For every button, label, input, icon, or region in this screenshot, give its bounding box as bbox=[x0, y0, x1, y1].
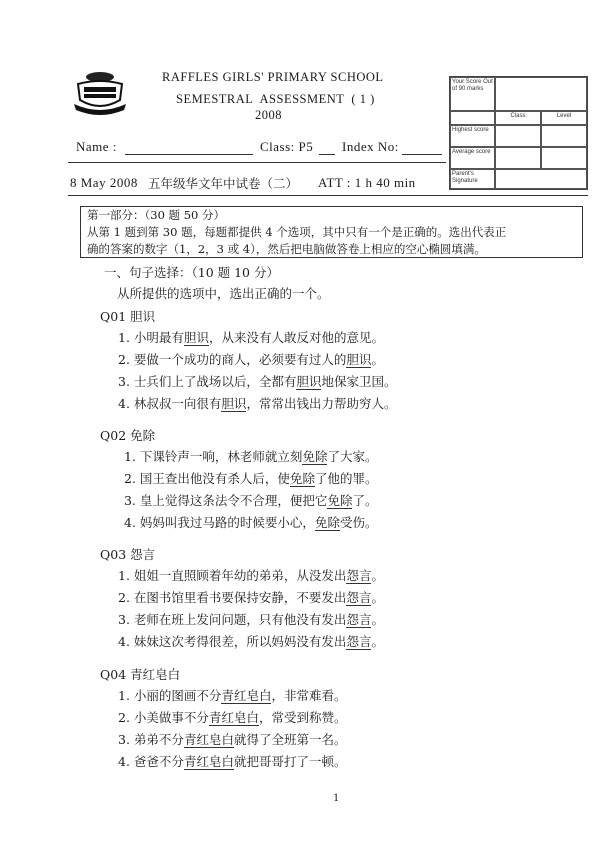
option-text: 了他的罪。 bbox=[314, 471, 378, 486]
option-text: ，非常难看。 bbox=[271, 688, 347, 703]
average-score-cell: Average score bbox=[450, 147, 495, 169]
keyword: 怨言 bbox=[346, 590, 372, 605]
option-q03-1[interactable] bbox=[118, 566, 384, 584]
class-field[interactable] bbox=[319, 140, 335, 155]
question-label-q02: Q02 免除 bbox=[100, 428, 156, 443]
option-text: 地保家卫国。 bbox=[321, 374, 397, 389]
option-number: 1. bbox=[124, 449, 136, 464]
option-q02-2[interactable] bbox=[124, 469, 377, 487]
option-number: 3. bbox=[118, 732, 130, 747]
option-text: ，常受到称赞。 bbox=[258, 710, 347, 725]
parent-signature-value bbox=[495, 169, 587, 189]
keyword: 怨言 bbox=[346, 568, 372, 583]
option-number: 1. bbox=[118, 330, 130, 345]
exam-title: 五年级华文年中试卷（二） bbox=[148, 176, 299, 191]
option-text: ，常常出钱出力帮助穷人。 bbox=[246, 396, 397, 411]
option-text: 。 bbox=[371, 568, 384, 583]
exam-date: 8 May 2008 bbox=[70, 175, 138, 190]
option-text: 受伤。 bbox=[339, 515, 378, 530]
assessment-year: 2008 bbox=[255, 108, 282, 122]
class-header: Class bbox=[495, 111, 541, 125]
option-text: 。 bbox=[371, 634, 384, 649]
option-q01-4[interactable] bbox=[118, 394, 396, 412]
option-q01-2[interactable] bbox=[118, 350, 384, 368]
option-text: 要做一个成功的商人，必须要有过人的 bbox=[133, 352, 347, 367]
assessment-title: SEMESTRAL ASSESSMENT ( 1 ) bbox=[176, 92, 375, 106]
question-label-q01: Q01 胆识 bbox=[100, 309, 156, 324]
option-text: 姐姐一直照顾着年幼的弟弟，从没发出 bbox=[133, 568, 347, 583]
option-number: 4. bbox=[124, 515, 136, 530]
option-q04-3[interactable] bbox=[118, 730, 346, 748]
keyword: 怨言 bbox=[346, 634, 372, 649]
index-field[interactable] bbox=[402, 140, 442, 155]
option-text: 国王查出他没有杀人后，使 bbox=[139, 471, 290, 486]
level-header: Level bbox=[541, 111, 587, 125]
option-text: 了大家。 bbox=[327, 449, 378, 464]
option-q01-1[interactable] bbox=[118, 328, 384, 346]
keyword: 胆识 bbox=[183, 330, 209, 345]
option-number: 4. bbox=[118, 634, 130, 649]
blank-header bbox=[450, 111, 495, 125]
keyword: 胆识 bbox=[221, 396, 247, 411]
page-number: 1 bbox=[333, 790, 339, 804]
option-number: 2. bbox=[124, 471, 136, 486]
option-number: 3. bbox=[118, 612, 130, 627]
option-number: 1. bbox=[118, 568, 130, 583]
option-text: 小美做事不分 bbox=[133, 710, 209, 725]
option-text: 林叔叔一向很有 bbox=[133, 396, 222, 411]
option-q04-1[interactable] bbox=[118, 686, 346, 704]
header-divider-top bbox=[68, 162, 446, 163]
average-level-value bbox=[541, 147, 587, 169]
instruction-line-3: 确的答案的数字（1，2，3 或 4），然后把电脑做答卷上相应的空心椭圆填满。 bbox=[87, 242, 486, 256]
keyword: 青红皂白 bbox=[208, 710, 259, 725]
option-text: 妈妈叫我过马路的时候要小心， bbox=[139, 515, 315, 530]
option-q03-2[interactable] bbox=[118, 588, 384, 606]
option-q03-3[interactable] bbox=[118, 610, 384, 628]
option-q04-4[interactable] bbox=[118, 752, 346, 770]
question-label-q03: Q03 怨言 bbox=[100, 547, 156, 562]
option-text: 弟弟不分 bbox=[133, 732, 184, 747]
option-text: 在图书馆里看书要保持安静，不要发出 bbox=[133, 590, 347, 605]
option-number: 3. bbox=[118, 374, 130, 389]
keyword: 怨言 bbox=[346, 612, 372, 627]
option-q02-3[interactable] bbox=[124, 491, 377, 509]
option-text: 了。 bbox=[352, 493, 378, 508]
option-text: 。 bbox=[371, 352, 384, 367]
score-table bbox=[449, 76, 588, 190]
option-number: 2. bbox=[118, 710, 130, 725]
section-prompt: 从所提供的选项中，选出正确的一个。 bbox=[117, 286, 330, 301]
option-q01-3[interactable] bbox=[118, 372, 396, 390]
instruction-line-1: 第一部分：（30 题 50 分） bbox=[87, 208, 225, 222]
instruction-line-2: 从第 1 题到第 30 题，每题都提供 4 个选项，其中只有一个是正确的。选出代表正 bbox=[87, 225, 507, 239]
option-text: 就把哥哥打了一顿。 bbox=[233, 754, 347, 769]
option-text: 皇上觉得这条法令不合理，便把它 bbox=[139, 493, 328, 508]
option-text: 老师在班上发问问题，只有他没有发出 bbox=[133, 612, 347, 627]
average-class-value bbox=[495, 147, 541, 169]
header-divider-bottom bbox=[68, 195, 588, 196]
highest-class-value bbox=[495, 125, 541, 147]
keyword: 免除 bbox=[302, 449, 328, 464]
option-number: 1. bbox=[118, 688, 130, 703]
exam-duration: ATT : 1 h 40 min bbox=[318, 175, 416, 190]
option-number: 4. bbox=[118, 754, 130, 769]
option-text: 妹妹这次考得很差，所以妈妈没有发出 bbox=[133, 634, 347, 649]
name-field[interactable] bbox=[125, 140, 253, 155]
option-number: 2. bbox=[118, 352, 130, 367]
option-text: ，从来没有人敢反对他的意见。 bbox=[208, 330, 384, 345]
option-text: 爸爸不分 bbox=[133, 754, 184, 769]
option-text: 。 bbox=[371, 590, 384, 605]
keyword: 免除 bbox=[314, 515, 340, 530]
option-number: 4. bbox=[118, 396, 130, 411]
name-label: Name : bbox=[76, 139, 117, 154]
option-text: 小丽的图画不分 bbox=[133, 688, 222, 703]
keyword: 免除 bbox=[327, 493, 353, 508]
section-title: 一、句子选择：（10 题 10 分） bbox=[104, 265, 279, 280]
option-q02-1[interactable] bbox=[124, 447, 377, 465]
question-label-q04: Q04 青红皂白 bbox=[100, 667, 181, 682]
your-score-value bbox=[495, 77, 587, 111]
keyword: 青红皂白 bbox=[221, 688, 272, 703]
keyword: 免除 bbox=[289, 471, 315, 486]
option-number: 3. bbox=[124, 493, 136, 508]
instruction-box bbox=[80, 206, 583, 258]
highest-level-value bbox=[541, 125, 587, 147]
option-number: 2. bbox=[118, 590, 130, 605]
option-text: 士兵们上了战场以后，全都有 bbox=[133, 374, 297, 389]
school-crest-logo bbox=[70, 70, 130, 116]
option-q03-4[interactable] bbox=[118, 632, 384, 650]
school-name: RAFFLES GIRLS' PRIMARY SCHOOL bbox=[162, 70, 384, 84]
option-text: 。 bbox=[371, 612, 384, 627]
highest-score-cell: Highest score bbox=[450, 125, 495, 147]
keyword: 胆识 bbox=[346, 352, 372, 367]
index-label: Index No: bbox=[342, 139, 399, 154]
option-text: 小明最有 bbox=[133, 330, 184, 345]
keyword: 胆识 bbox=[296, 374, 322, 389]
option-q04-2[interactable] bbox=[118, 708, 346, 726]
option-text: 下课铃声一响，林老师就立刻 bbox=[139, 449, 303, 464]
your-score-cell: Your Score Out of 90 marks bbox=[450, 77, 495, 111]
parent-signature-cell: Parent's Signature bbox=[450, 169, 495, 189]
option-q02-4[interactable] bbox=[124, 513, 377, 531]
keyword: 青红皂白 bbox=[183, 754, 234, 769]
keyword: 青红皂白 bbox=[183, 732, 234, 747]
option-text: 就得了全班第一名。 bbox=[233, 732, 347, 747]
class-label: Class: P5 bbox=[260, 139, 314, 154]
